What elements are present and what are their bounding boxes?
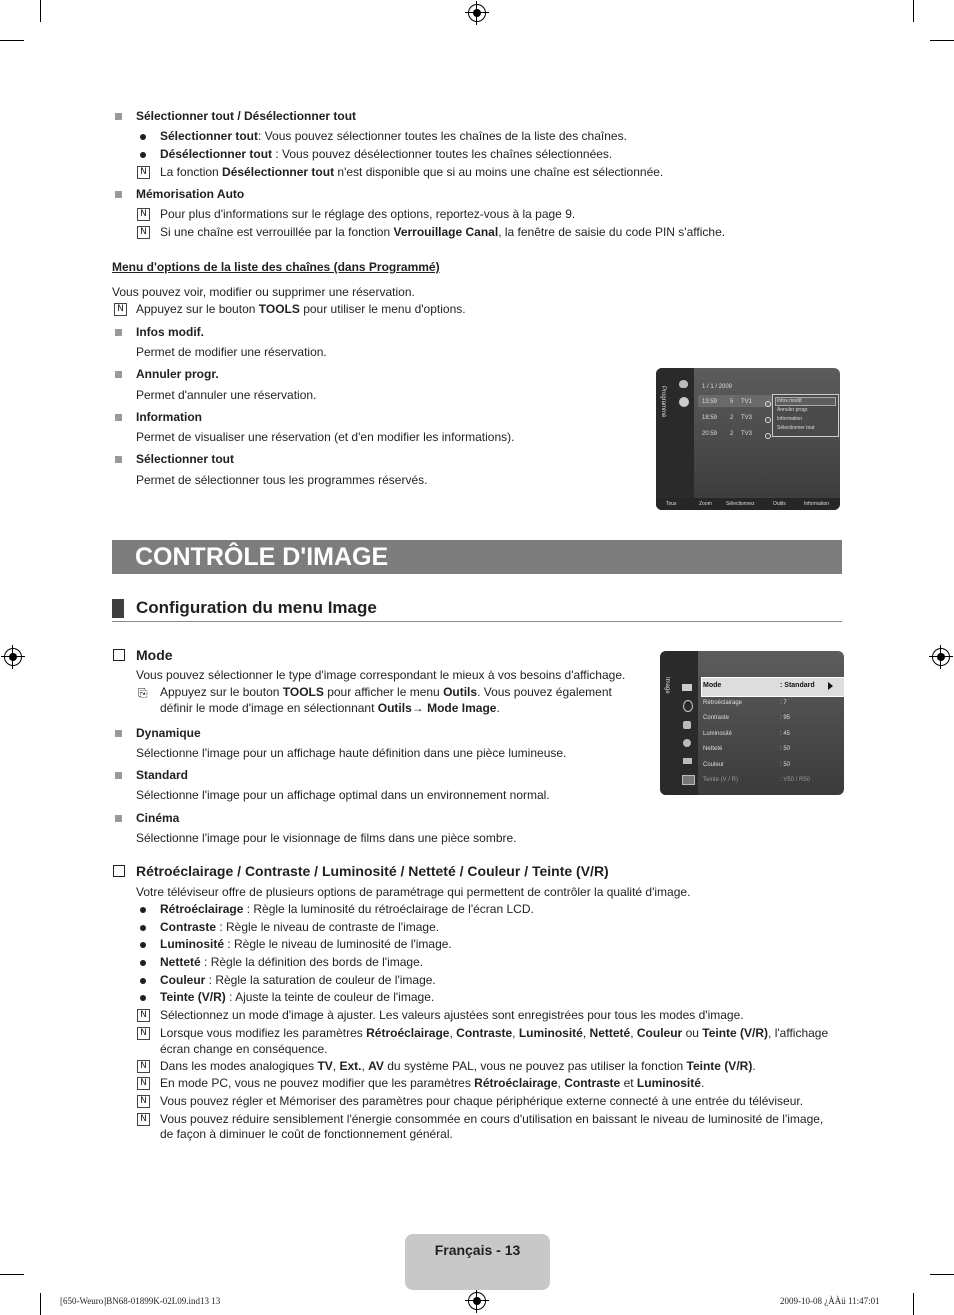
retro-note: Sélectionnez un mode d'image à ajuster. Les valeurs ajustées sont enregistrées pour tous les modes d'image. [160,1008,744,1022]
menu-row-label: Luminosité [703,731,733,737]
application-icon [682,775,695,785]
crop-mark [913,0,914,22]
menu-row-value: : 50 [780,762,791,768]
crop-mark [930,1274,954,1275]
bullet-icon [140,995,146,1001]
retro-bullet: Luminosité : Règle le niveau de luminosité de l'image. [160,937,452,951]
note-text: Appuyez sur le bouton TOOLS pour utiliser le menu d'options. [136,302,466,316]
page-number-tab [405,1234,550,1290]
menu-row-label: Netteté [703,746,723,752]
square-bullet-icon [115,329,122,336]
note-icon: N [114,303,127,316]
square-bullet-icon [115,371,122,378]
date-info: 2009-10-08 ¿ÀÀü 11:47:01 [780,1296,880,1306]
select-all-item: Sélectionner tout: Vous pouvez sélectionner toutes les chaînes de la liste des chaînes. [160,129,627,143]
clock-small-icon [765,401,771,407]
option-title: Information [136,410,202,424]
registration-mark-icon [932,648,950,666]
options-menu-heading: Menu d'options de la liste des chaînes (dans Programmé) [112,260,440,274]
bullet-icon [140,152,146,158]
registration-mark-icon [4,648,22,666]
bullet-icon [140,942,146,948]
crop-mark [0,1274,24,1275]
screen-date: 1 / 1 / 2009 [702,384,733,390]
chapter-title-bar [112,540,842,574]
remote-note-icon: ⎘ [138,686,148,700]
option-title: Sélectionner tout [136,452,235,466]
option-desc: Permet de modifier une réservation. [136,345,327,359]
note-icon: N [137,208,150,221]
menu-row-value: : 95 [780,715,791,721]
file-info: [650-Weuro]BN68-01899K-02L09.ind13 13 [60,1296,221,1306]
bullet-icon [140,134,146,140]
tv-screenshot-programme [656,368,840,510]
retro-note: Vous pouvez réduire sensiblement l'énergie consommée en cours d'utilisation en baissant le niveau de luminosité de l'image, [160,1112,824,1126]
menu-row-value: : 50 [780,746,791,752]
clock-icon [679,397,689,407]
mode-option-desc: Sélectionne l'image pour un affichage haute définition dans une pièce lumineuse. [136,746,567,760]
options-intro: Vous pouvez voir, modifier ou supprimer une réservation. [112,285,415,299]
sound-icon [683,700,693,712]
input-icon [683,758,692,764]
section-divider [112,621,842,622]
menu-row-label: Couleur [703,762,725,768]
clock-small-icon [765,417,771,423]
note-icon: N [137,1009,150,1022]
menu-row-value: : V50 / R50 [780,777,811,783]
crop-mark [0,40,24,41]
schedule-num: 5 [730,399,734,405]
screen-side-label: Programmé [660,386,666,418]
option-desc: Permet de sélectionner tous les programmes réservés. [136,473,428,487]
menu-row-label: Mode [703,682,722,689]
section-title: Configuration du menu Image [136,598,377,617]
schedule-num: 2 [730,415,734,421]
tools-note-line2: définir le mode d'image en sélectionnant Outils→ Mode Image. [160,701,500,715]
square-bullet-icon [115,730,122,737]
popup-item: Information [777,416,803,422]
note-icon: N [137,1095,150,1108]
bullet-icon [140,925,146,931]
clock-small-icon [765,433,771,439]
crop-mark [930,40,954,41]
square-bullet-icon [115,772,122,779]
popup-item: Infos modif. [777,398,803,404]
note-icon: N [137,1060,150,1073]
schedule-time: 18:59 [702,415,718,421]
option-desc: Permet d'annuler une réservation. [136,388,317,402]
mode-row-highlight [701,677,844,697]
menu-row-value: : 7 [780,700,787,706]
registration-mark-icon [468,4,486,22]
retro-bullet: Contraste : Règle le niveau de contraste de l'image. [160,920,440,934]
bullet-icon [140,907,146,913]
tools-note-line1: Appuyez sur le bouton TOOLS pour afficher le menu Outils. Vous pouvez également [160,685,612,699]
heart-icon [679,380,688,388]
note-icon: N [137,1027,150,1040]
mode-option-title: Dynamique [136,726,201,740]
square-bullet-icon [115,113,122,120]
note-icon: N [137,1077,150,1090]
checkbox-icon [113,649,125,661]
screen-side-label: Image [664,677,670,694]
bottom-label: Sélectionnez [726,501,755,507]
retro-bullet: Teinte (V/R) : Ajuste la teinte de couleur de l'image. [160,990,435,1004]
retro-bullet: Rétroéclairage : Règle la luminosité du rétroéclairage de l'écran LCD. [160,902,534,916]
retro-bullet: Netteté : Règle la définition des bords de l'image. [160,955,424,969]
crop-mark [913,1293,914,1315]
mode-option-desc: Sélectionne l'image pour un affichage optimal dans un environnement normal. [136,788,550,802]
setup-icon [683,739,691,747]
memo-heading: Mémorisation Auto [136,187,245,201]
option-desc: Permet de visualiser une réservation (et d'en modifier les informations). [136,430,515,444]
menu-row-value: : 45 [780,731,791,737]
schedule-num: 2 [730,431,734,437]
mode-option-desc: Sélectionne l'image pour le visionnage de films dans une pièce sombre. [136,831,517,845]
option-title: Infos modif. [136,325,204,339]
menu-row-label: Teinte (V / R) [703,777,739,783]
mode-heading: Mode [136,647,173,663]
mode-intro: Vous pouvez sélectionner le type d'image correspondant le mieux à vos besoins d'affichage. [136,668,626,682]
arrow-right-icon [828,682,833,690]
screen-sidebar [660,651,698,795]
retro-bullet: Couleur : Règle la saturation de couleur de l'image. [160,973,436,987]
schedule-time: 20:59 [702,431,718,437]
schedule-channel: TV3 [741,415,753,421]
bottom-label: Information [804,501,830,507]
note-icon: N [137,1113,150,1126]
crop-mark [40,1293,41,1315]
square-bullet-icon [115,815,122,822]
schedule-channel: TV1 [741,399,753,405]
note-icon: N [137,226,150,239]
square-bullet-icon [115,414,122,421]
menu-row-label: Contraste [703,715,730,721]
retro-note-line2: écran change en conséquence. [160,1042,328,1056]
retro-heading: Rétroéclairage / Contraste / Luminosité / Netteté / Couleur / Teinte (V/R) [136,863,609,879]
option-title: Annuler progr. [136,367,219,381]
bottom-label: Tous [666,501,677,507]
crop-mark [40,0,41,22]
picture-icon [682,684,692,691]
page-number: Français - 13 [434,1242,521,1258]
checkbox-icon [113,865,125,877]
options-popup [772,394,839,437]
square-bullet-icon [115,191,122,198]
retro-intro: Votre téléviseur offre de plusieurs options de paramétrage qui permettent de contrôler la qualité d'image. [136,885,691,899]
retro-note: Vous pouvez régler et Mémoriser des paramètres pour chaque périphérique externe connecté à une entrée du téléviseur. [160,1094,804,1108]
square-bullet-icon [115,456,122,463]
retro-note: Dans les modes analogiques TV, Ext., AV du système PAL, vous ne pouvez pas utiliser la fonction Teinte (V/R). [160,1059,756,1073]
screen-bottom-bar [656,498,840,510]
note-text: La fonction Désélectionner tout n'est disponible que si au moins une chaîne est sélectionnée. [160,165,664,179]
retro-note-line2: de façon à diminuer le coût de fonctionnement général. [160,1127,453,1141]
note-icon: N [137,166,150,179]
channel-icon [683,721,691,729]
chapter-title: CONTRÔLE D'IMAGE [135,543,389,571]
note-text: Pour plus d'informations sur le réglage des options, reportez-vous à la page 9. [160,207,576,221]
bullet-icon [140,978,146,984]
bullet-icon [140,960,146,966]
mode-option-title: Standard [136,768,189,782]
deselect-all-item: Désélectionner tout : Vous pouvez désélectionner toutes les chaînes sélectionnées. [160,147,613,161]
mode-option-title: Cinéma [136,811,180,825]
retro-note: Lorsque vous modifiez les paramètres Rétroéclairage, Contraste, Luminosité, Netteté, Couleur ou Teinte (V/R), l'affichage [160,1026,829,1040]
popup-item: Annuler progr. [777,407,809,413]
select-all-heading: Sélectionner tout / Désélectionner tout [136,109,357,123]
bottom-label: Outils [773,501,786,507]
bottom-label: Zoom [699,501,712,507]
menu-row-label: Rétroéclairage [703,700,743,706]
note-text: Si une chaîne est verrouillée par la fonction Verrouillage Canal, la fenêtre de saisie du code PIN s'affiche. [160,225,726,239]
tv-screenshot-image-menu [660,651,844,795]
registration-mark-icon [468,1292,486,1310]
menu-row-value: : Standard [780,682,815,689]
schedule-channel: TV3 [741,431,753,437]
popup-item: Sélectionner tout [777,425,815,431]
section-marker [112,599,124,618]
retro-note: En mode PC, vous ne pouvez modifier que les paramètres Rétroéclairage, Contraste et Luminosité. [160,1076,705,1090]
schedule-time: 13:59 [702,399,718,405]
